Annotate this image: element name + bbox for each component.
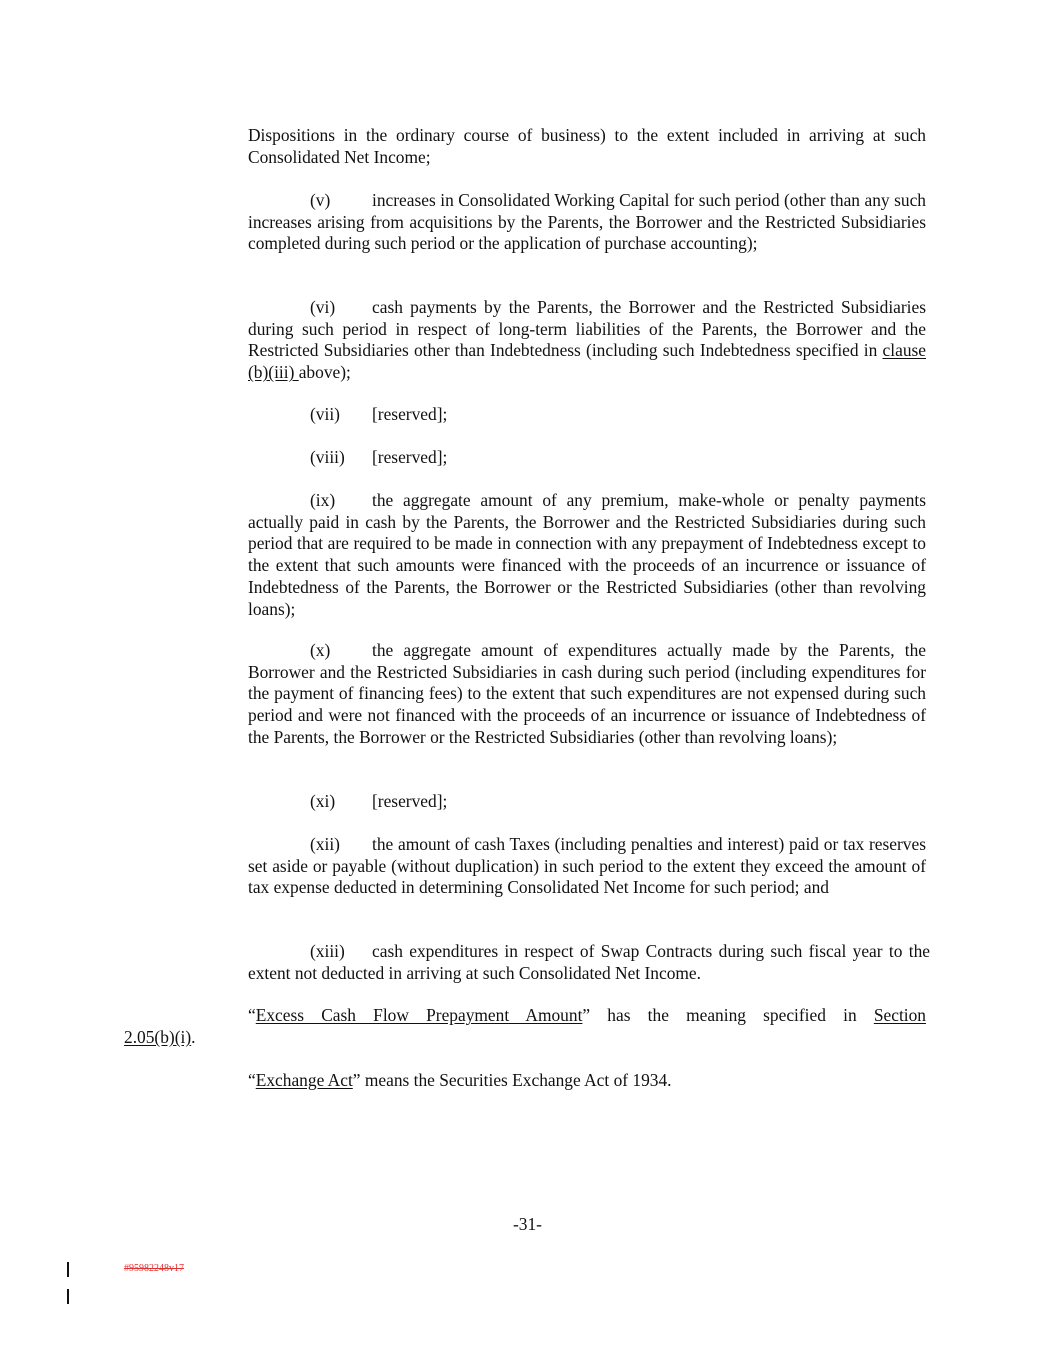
clause-text: cash payments by the Parents, the Borrower and the Restricted Subsidiaries during such period in respect of long-term liabilities of the Parents, the Borrower and the Restricted Subsidiaries other than Indebtedness (including such Indebtedness specified in (248, 297, 926, 361)
clause-text: increases in Consolidated Working Capital for such period (other than any such increases arising from acquisitions by the Parents, the Borrower and the Restricted Subsidiaries completed during such period or the application of purchase accounting); (248, 190, 926, 254)
clause-xi (248, 791, 926, 813)
clause-number: (v) (310, 190, 331, 210)
clause-x (248, 640, 926, 749)
clause-reference-link[interactable]: clause (b)(iii) (248, 340, 926, 383)
clause-text: the aggregate amount of any premium, make-whole or penalty payments actually paid in cash by the Parents, the Borrower and the Restricted Subsidiaries during such period that are required to be made in connection with any prepayment of Indebtedness except to the extent that such amounts were financed with the proceeds of an incurrence or issuance of Indebtedness of the Parents, the Borrower or the Restricted Subsidiaries (other than revolving loans); (248, 490, 926, 619)
page-number: -31- (513, 1214, 542, 1234)
continuation-paragraph (248, 125, 926, 168)
clause-ix (248, 490, 926, 620)
clause-text-end: above); (298, 362, 351, 383)
clause-number: (viii) (310, 447, 345, 467)
defined-term: Excess Cash Flow Prepayment Amount (255, 1005, 583, 1025)
definition-end: . (191, 1027, 196, 1047)
clause-text: the aggregate amount of expenditures actually made by the Parents, the Borrower and the Restricted Subsidiaries in cash during such period (including expenditures for the payment of financing fees) to the extent that such expenditures are not expensed during such period and were not financed with the proceeds of an incurrence or issuance of Indebtedness of the Parents, the Borrower or the Restricted Subsidiaries (other than revolving loans); (248, 640, 926, 747)
clause-number: (x) (310, 640, 331, 660)
definition-exchange-act (248, 1070, 926, 1092)
clause-number: (vii) (310, 404, 340, 424)
open-quote: “ (248, 1005, 256, 1025)
clause-number: (xiii) (310, 941, 345, 961)
section-reference-link-continued[interactable]: 2.05(b)(i) (124, 1027, 192, 1047)
definition-text: ” means the Securities Exchange Act of 1934. (352, 1070, 672, 1090)
continuation-text: Dispositions in the ordinary course of business) to the extent included in arriving at such Consolidated Net Income; (248, 125, 926, 167)
definition-continuation (124, 1027, 196, 1049)
clause-text: cash expenditures in respect of Swap Contracts during such fiscal year to the extent not deducted in arriving at such Consolidated Net Income. (248, 941, 930, 983)
clause-viii (248, 447, 926, 469)
definition-text: ” has the meaning specified in (582, 1005, 874, 1025)
section-reference-link[interactable]: Section (873, 1005, 926, 1025)
definition-excess-cash-flow-prepayment-amount (248, 1005, 926, 1027)
clause-text: [reserved]; (372, 447, 448, 467)
clause-xii (248, 834, 926, 899)
change-bar (67, 1289, 69, 1304)
change-bar (67, 1262, 69, 1277)
clause-text: the amount of cash Taxes (including penalties and interest) paid or tax reserves set aside or payable (without duplication) in such period to the extent they exceed the amount of tax expense deducted in determining Consolidated Net Income for such period; and (248, 834, 926, 898)
clause-xiii (248, 941, 930, 984)
clause-vii (248, 404, 926, 426)
clause-number: (ix) (310, 490, 336, 510)
document-id: #95982248v17 (124, 1263, 184, 1274)
defined-term: Exchange Act (255, 1070, 353, 1090)
clause-number: (xii) (310, 834, 340, 854)
clause-text: [reserved]; (372, 791, 448, 811)
clause-text: [reserved]; (372, 404, 448, 424)
clause-vi (248, 297, 926, 384)
clause-v (248, 190, 926, 255)
clause-number: (xi) (310, 791, 336, 811)
clause-number: (vi) (310, 297, 336, 317)
open-quote: “ (248, 1070, 256, 1090)
